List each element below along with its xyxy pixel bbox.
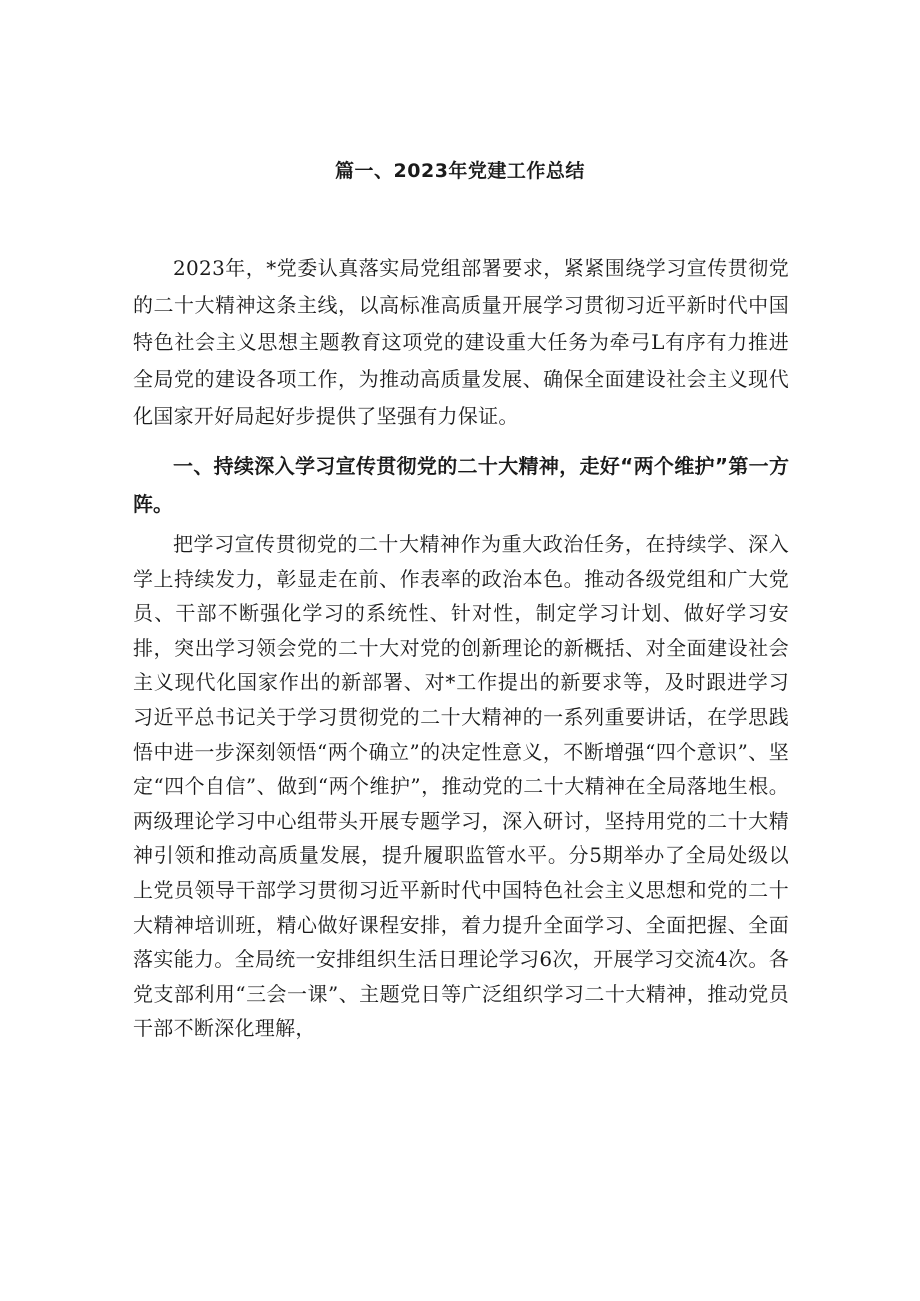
document-body <box>133 250 789 1046</box>
section-1-heading: 一、持续深入学习宣传贯彻党的二十大精神，走好“两个维护”第一方阵。 <box>133 454 789 516</box>
intro-paragraph: 2023年，*党委认真落实局党组部署要求，紧紧围绕学习宣传贯彻党的二十大精神这条主线，以高标准高质量开展学习贯彻习近平新时代中国特色社会主义思想主题教育这项党的建设重大任务为牵弓L有序有力推进全局党的建设各项工作，为推动高质量发展、确保全面建设社会主义现代化国家开好局起好步提供了坚强有力保证。 <box>133 256 789 428</box>
section-1-body: 把学习宣传贯彻党的二十大精神作为重大政治任务，在持续学、深入学上持续发力，彰显走在前、作表率的政治本色。推动各级党组和广大党员、干部不断强化学习的系统性、针对性，制定学习计划、做好学习安排，突出学习领会党的二十大对党的创新理论的新概括、对全面建设社会主义现代化国家作出的新部署、对*工作提出的新要求等，及时跟进学习习近平总书记关于学习贯彻党的二十大精神的一系列重要讲话，在学思践悟中进一步深刻领悟“两个确立”的决定性意义，不断增强“四个意识”、坚定“四个自信”、做到“两个维护”，推动党的二十大精神在全局落地生根。两级理论学习中心组带头开展专题学习，深入研讨，坚持用党的二十大精神引领和推动高质量发展，提升履职监管水平。分5期举办了全局处级以上党员领导干部学习贯彻习近平新时代中国特色社会主义思想和党的二十大精神培训班，精心做好课程安排，着力提升全面学习、全面把握、全面落实能力。全局统一安排组织生活日理论学习6次，开展学习交流4次。各党支部利用“三会一课”、主题党日等广泛组织学习二十大精神，推动党员干部不断深化理解， <box>133 532 789 1041</box>
document-title: 篇一、2023年党建工作总结 <box>335 160 585 182</box>
